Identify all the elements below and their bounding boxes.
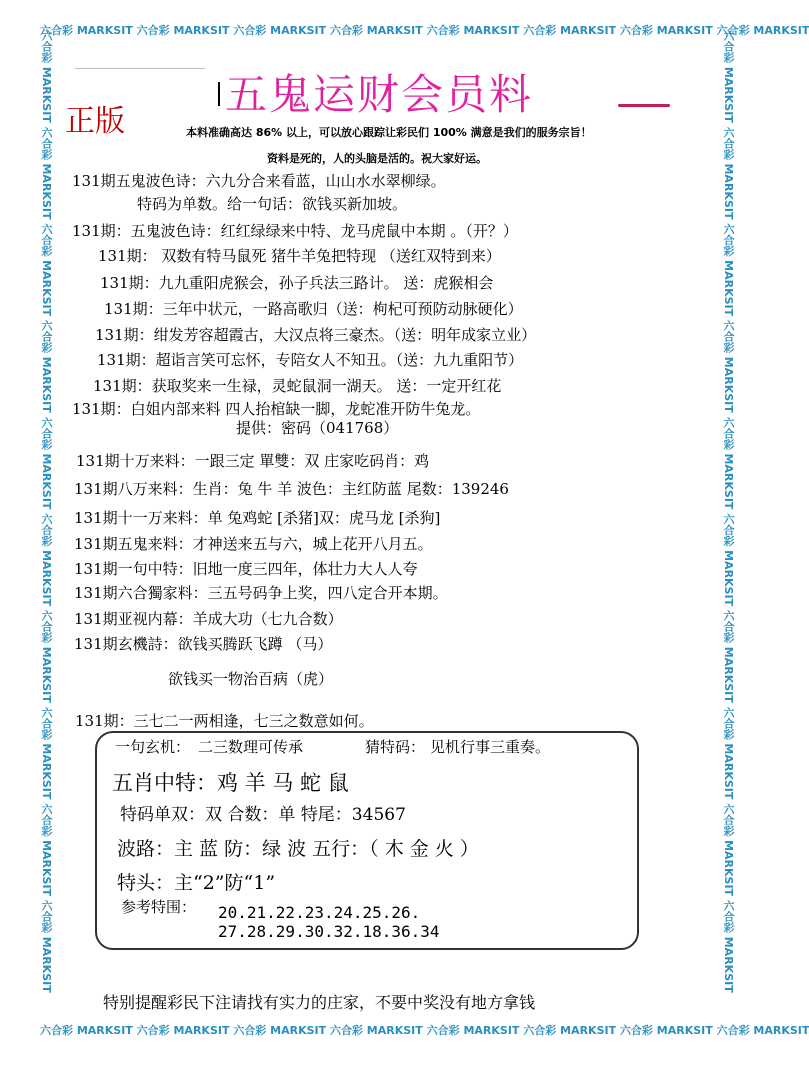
tip-line: 131期一句中特：旧地一度三四年，体壮力大人人夸 — [74, 560, 418, 578]
border-bottom: 六合彩 MARKSIT 六合彩 MARKSIT 六合彩 MARKSIT 六合彩 MARKSIT 六合彩 MARKSIT 六合彩 MARKSIT 六合彩 MARKSIT 六合彩 MARKSIT — [40, 1024, 809, 1037]
cankao-numbers-1: 20.21.22.23.24.25.26. — [218, 903, 421, 922]
tip-line: 131期：三七二一两相逢，七三之数意如何。 — [75, 712, 374, 730]
tip-line: 131期：九九重阳虎猴会，孙子兵法三路计。 送：虎猴相会 — [100, 274, 494, 292]
tip-line: 131期十万来料：一跟三定 單雙：双 庄家吃码肖：鸡 — [76, 452, 430, 470]
wuxiao-line: 五肖中特：鸡 羊 马 蛇 鼠 — [112, 771, 349, 795]
cankao-label: 参考特围： — [121, 898, 197, 916]
decorative-line — [75, 68, 205, 69]
tip-line: 131期：三年中状元，一路高歌归（送：枸杞可预防动脉硬化） — [104, 300, 523, 318]
tip-line: 131期：获取奖来一生禄，灵蛇鼠洞一湖天。 送：一定开红花 — [93, 377, 502, 395]
tip-line: 特码为单数。给一句话：欲钱买新加坡。 — [137, 195, 408, 213]
tip-line: 131期玄機詩：欲钱买腾跃飞蹲 （马） — [74, 635, 333, 653]
decorative-stroke — [618, 104, 670, 107]
tip-line: 131期：五鬼波色诗：红红绿绿来中特、龙马虎鼠中本期 。（开？） — [72, 222, 518, 240]
subtitle-accuracy: 本料准确高达 86% 以上，可以放心跟踪让彩民们 100% 满意是我们的服务宗旨！ — [186, 126, 592, 139]
cankao-numbers-2: 27.28.29.30.32.18.36.34 — [218, 922, 440, 941]
tip-line: 131期八万来料：生肖：兔 牛 羊 波色：主红防蓝 尾数：139246 — [74, 480, 509, 498]
tip-line: 131期：绀发芳容超霞古，大汉点将三豪杰。（送：明年成家立业） — [95, 326, 537, 344]
footer-reminder: 特别提醒彩民下注请找有实力的庄家，不要中奖没有地方拿钱 — [103, 993, 536, 1012]
tip-line: 131期：白姐内部来料 四人抬棺缺一脚，龙蛇准开防牛兔龙。 — [72, 400, 481, 418]
yiju-label: 一句玄机： — [115, 738, 191, 756]
cai-label: 猜特码： — [365, 738, 426, 756]
border-right: 六合彩 MARKSIT 六合彩 MARKSIT 六合彩 MARKSIT 六合彩 MARKSIT 六合彩 MARKSIT 六合彩 MARKSIT 六合彩 MARKSIT 六合彩 MARKSIT 六合彩 MARKSIT 六合彩 MARKSIT — [722, 30, 735, 993]
danshuang-line: 特码单双：双 合数：单 特尾：34567 — [120, 805, 406, 825]
border-top: 六合彩 MARKSIT 六合彩 MARKSIT 六合彩 MARKSIT 六合彩 MARKSIT 六合彩 MARKSIT 六合彩 MARKSIT 六合彩 MARKSIT 六合彩 MARKSIT — [40, 24, 809, 37]
tip-line: 131期五鬼波色诗：六九分合来看蓝，山山水水翠柳绿。 — [72, 172, 446, 190]
tip-line: 131期五鬼来料：才神送来五与六，城上花开八月五。 — [74, 535, 433, 553]
tip-line: 131期十一万来料：单 兔鸡蛇 [杀猪]双：虎马龙 [杀狗] — [74, 509, 441, 527]
tip-line: 131期：超诣言笑可忘怀，专陪女人不知丑。（送：九九重阳节） — [97, 351, 524, 369]
tip-line: 131期六合獨家料：三五号码争上奖，四八定合开本期。 — [74, 584, 448, 602]
tip-line: 131期： 双数有特马鼠死 猪牛羊兔把特现 （送红双特到来） — [98, 247, 501, 265]
page-title: 五鬼运财会员料 — [225, 70, 534, 119]
tip-line: 提供：密码（041768） — [236, 419, 399, 437]
cai-value: 见机行事三重奏。 — [430, 738, 551, 756]
border-left: 六合彩 MARKSIT 六合彩 MARKSIT 六合彩 MARKSIT 六合彩 MARKSIT 六合彩 MARKSIT 六合彩 MARKSIT 六合彩 MARKSIT 六合彩 MARKSIT 六合彩 MARKSIT 六合彩 MARKSIT — [40, 30, 53, 993]
yiju-value: 二三数理可传承 — [198, 738, 304, 756]
decorative-bar — [218, 82, 220, 106]
bolu-line: 波路：主 蓝 防：绿 波 五行：（ 木 金 火 ） — [117, 838, 479, 860]
tip-line: 欲钱买一物治百病（虎） — [168, 670, 334, 688]
genuine-badge: 正版 — [65, 104, 125, 139]
tip-line: 131期亚视内幕：羊成大功（七九合数） — [74, 610, 343, 628]
tetou-line: 特头：主“2”防“1” — [117, 872, 276, 894]
subtitle-luck: 资料是死的，人的头脑是活的。祝大家好运。 — [267, 152, 487, 165]
